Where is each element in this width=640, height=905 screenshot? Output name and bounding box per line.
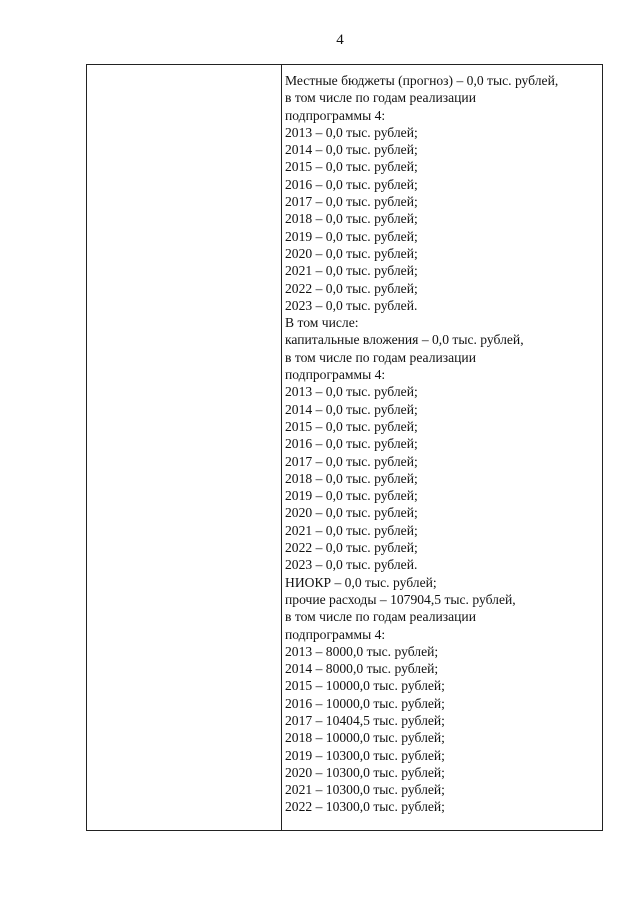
cell-line: 2021 – 0,0 тыс. рублей; (285, 522, 418, 538)
cell-line: 2013 – 8000,0 тыс. рублей; (285, 643, 439, 659)
cell-line: 2022 – 0,0 тыс. рублей; (285, 280, 418, 296)
page-number: 4 (336, 32, 344, 48)
cell-line: 2018 – 10000,0 тыс. рублей; (285, 730, 445, 746)
cell-line: В том числе: (285, 315, 359, 331)
cell-line: 2015 – 0,0 тыс. рублей; (285, 418, 418, 434)
cell-line: 2014 – 0,0 тыс. рублей; (285, 401, 418, 417)
cell-line: 2022 – 0,0 тыс. рублей; (285, 540, 418, 556)
cell-line: 2023 – 0,0 тыс. рублей. (285, 297, 418, 313)
cell-line: 2021 – 0,0 тыс. рублей; (285, 263, 418, 279)
cell-line: 2017 – 0,0 тыс. рублей; (285, 194, 418, 210)
cell-line: 2022 – 10300,0 тыс. рублей; (285, 799, 445, 815)
cell-line: 2014 – 0,0 тыс. рублей; (285, 142, 418, 158)
funding-table (86, 64, 603, 831)
cell-line: 2020 – 0,0 тыс. рублей; (285, 245, 418, 261)
cell-line: 2013 – 0,0 тыс. рублей; (285, 124, 418, 140)
cell-line: 2016 – 10000,0 тыс. рублей; (285, 695, 445, 711)
cell-line: НИОКР – 0,0 тыс. рублей; (285, 574, 437, 590)
cell-line: 2017 – 10404,5 тыс. рублей; (285, 712, 445, 728)
cell-line: подпрограммы 4: (285, 626, 386, 642)
cell-line: 2023 – 0,0 тыс. рублей. (285, 557, 418, 573)
cell-line: подпрограммы 4: (285, 367, 386, 383)
cell-line: 2020 – 10300,0 тыс. рублей; (285, 764, 445, 780)
cell-line: 2015 – 10000,0 тыс. рублей; (285, 678, 445, 694)
cell-line: 2014 – 8000,0 тыс. рублей; (285, 661, 439, 677)
cell-line: 2019 – 10300,0 тыс. рублей; (285, 747, 445, 763)
cell-line: Местные бюджеты (прогноз) – 0,0 тыс. рублей, (285, 73, 559, 88)
cell-line: прочие расходы – 107904,5 тыс. рублей, (285, 591, 516, 607)
funding-text-cell (285, 72, 598, 816)
cell-line: 2020 – 0,0 тыс. рублей; (285, 505, 418, 521)
cell-line: 2018 – 0,0 тыс. рублей; (285, 470, 418, 486)
cell-line: 2015 – 0,0 тыс. рублей; (285, 159, 418, 175)
cell-line: 2021 – 10300,0 тыс. рублей; (285, 782, 445, 798)
cell-line: в том числе по годам реализации (285, 609, 476, 625)
cell-line: капитальные вложения – 0,0 тыс. рублей, (285, 332, 524, 348)
column-divider (281, 65, 282, 830)
cell-line: 2013 – 0,0 тыс. рублей; (285, 384, 418, 400)
cell-line: 2018 – 0,0 тыс. рублей; (285, 211, 418, 227)
cell-line: 2016 – 0,0 тыс. рублей; (285, 176, 418, 192)
cell-line: в том числе по годам реализации (285, 349, 476, 365)
cell-line: в том числе по годам реализации (285, 90, 476, 106)
cell-line: 2017 – 0,0 тыс. рублей; (285, 453, 418, 469)
cell-line: подпрограммы 4: (285, 107, 386, 123)
cell-line: 2019 – 0,0 тыс. рублей; (285, 228, 418, 244)
cell-line: 2016 – 0,0 тыс. рублей; (285, 436, 418, 452)
cell-line: 2019 – 0,0 тыс. рублей; (285, 488, 418, 504)
